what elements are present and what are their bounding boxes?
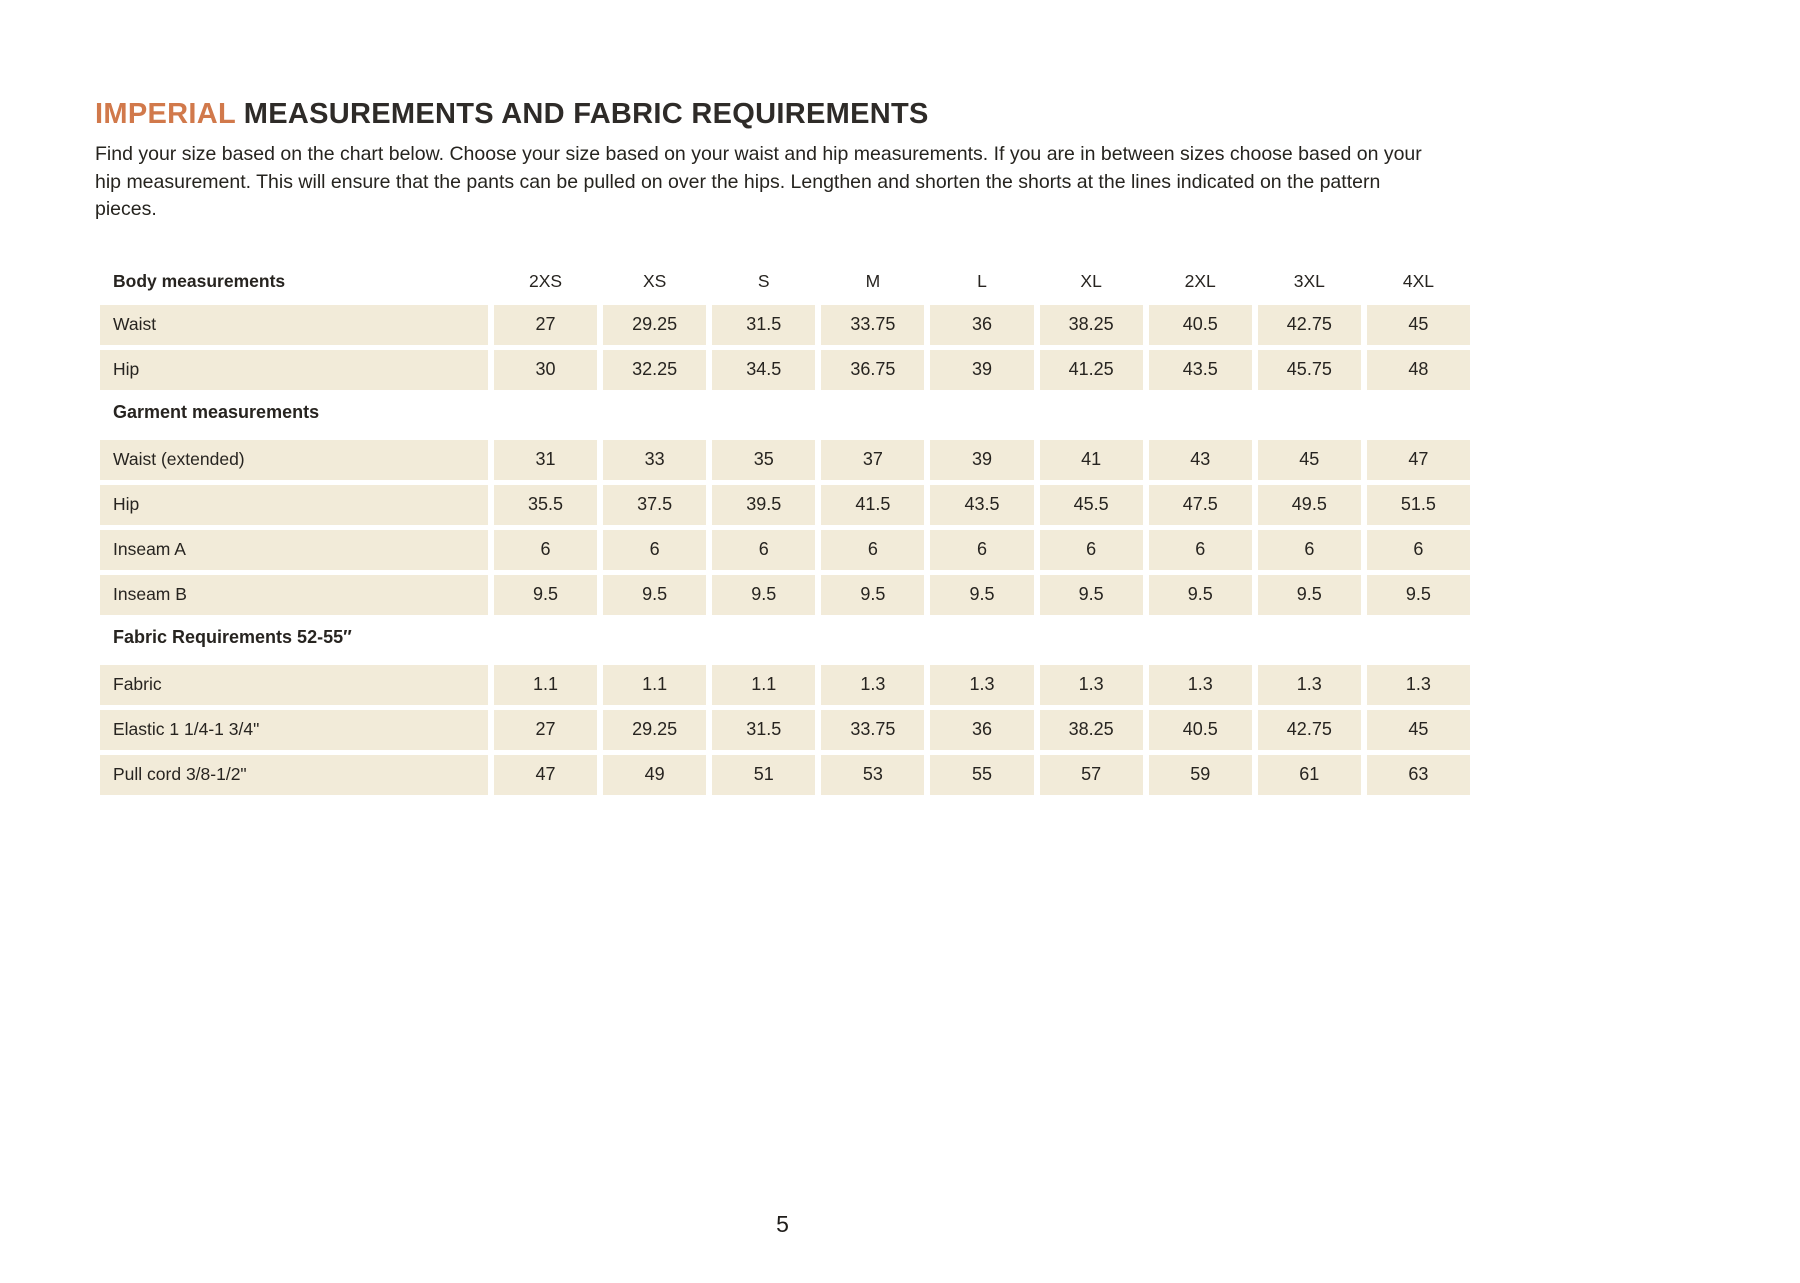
- value-cell: 1.3: [930, 665, 1033, 705]
- value-cell: 48: [1367, 350, 1470, 390]
- value-cell: 40.5: [1149, 710, 1252, 750]
- column-header-label: Body measurements: [113, 271, 286, 291]
- table-row: [100, 350, 1470, 390]
- value-cell: 51: [712, 755, 815, 795]
- size-column-header: 3XL: [1293, 271, 1325, 291]
- table-row: [100, 530, 1470, 570]
- value-cell: 31.5: [712, 710, 815, 750]
- value-cell: 59: [1149, 755, 1252, 795]
- value-cell: 9.5: [494, 575, 597, 615]
- value-cell: 61: [1258, 755, 1361, 795]
- value-cell: 45: [1367, 305, 1470, 345]
- table-header-row: [100, 266, 1470, 298]
- size-column-header: S: [757, 271, 770, 291]
- value-cell: 39.5: [712, 485, 815, 525]
- row-label: Hip: [100, 485, 488, 525]
- size-column-header: M: [865, 271, 881, 291]
- value-cell: 49: [603, 755, 706, 795]
- value-cell: 41.25: [1040, 350, 1143, 390]
- value-cell: 57: [1040, 755, 1143, 795]
- value-cell: 32.25: [603, 350, 706, 390]
- value-cell: 1.1: [603, 665, 706, 705]
- size-column-header: XL: [1080, 271, 1102, 291]
- row-label: Fabric: [100, 665, 488, 705]
- section-header: Fabric Requirements 52-55″: [113, 627, 352, 647]
- value-cell: 53: [821, 755, 924, 795]
- value-cell: 37: [821, 440, 924, 480]
- value-cell: 39: [930, 350, 1033, 390]
- size-column-header: L: [977, 271, 987, 291]
- value-cell: 36.75: [821, 350, 924, 390]
- value-cell: 6: [712, 530, 815, 570]
- value-cell: 1.3: [1149, 665, 1252, 705]
- value-cell: 6: [603, 530, 706, 570]
- value-cell: 33.75: [821, 305, 924, 345]
- row-label: Inseam A: [100, 530, 488, 570]
- value-cell: 29.25: [603, 710, 706, 750]
- value-cell: 1.3: [1258, 665, 1361, 705]
- value-cell: 47: [1367, 440, 1470, 480]
- value-cell: 63: [1367, 755, 1470, 795]
- value-cell: 39: [930, 440, 1033, 480]
- page-title-accent: IMPERIAL: [95, 98, 236, 130]
- intro-paragraph: Find your size based on the chart below. Choose your size based on your waist and hip measurements. If you are in between sizes choose based on your hip measurement. This will ensure that the pants can be pulled on over the hips. Lengthen and shorten the shorts at the lines indicated on the pattern pieces.: [95, 143, 1422, 220]
- table-row: [100, 755, 1470, 795]
- size-column-header: XS: [642, 271, 667, 291]
- value-cell: 6: [1367, 530, 1470, 570]
- value-cell: 29.25: [603, 305, 706, 345]
- value-cell: 47.5: [1149, 485, 1252, 525]
- table-row: [100, 665, 1470, 705]
- value-cell: 9.5: [1040, 575, 1143, 615]
- value-cell: 38.25: [1040, 305, 1143, 345]
- value-cell: 9.5: [603, 575, 706, 615]
- value-cell: 34.5: [712, 350, 815, 390]
- value-cell: 9.5: [712, 575, 815, 615]
- value-cell: 1.1: [494, 665, 597, 705]
- value-cell: 6: [930, 530, 1033, 570]
- value-cell: 9.5: [1367, 575, 1470, 615]
- size-column-header: 2XL: [1184, 271, 1216, 291]
- value-cell: 45.5: [1040, 485, 1143, 525]
- value-cell: 1.1: [712, 665, 815, 705]
- value-cell: 37.5: [603, 485, 706, 525]
- value-cell: 41.5: [821, 485, 924, 525]
- value-cell: 27: [494, 710, 597, 750]
- value-cell: 9.5: [1149, 575, 1252, 615]
- value-cell: 55: [930, 755, 1033, 795]
- value-cell: 36: [930, 305, 1033, 345]
- value-cell: 33: [603, 440, 706, 480]
- value-cell: 9.5: [930, 575, 1033, 615]
- value-cell: 45: [1367, 710, 1470, 750]
- value-cell: 30: [494, 350, 597, 390]
- value-cell: 43.5: [1149, 350, 1252, 390]
- value-cell: 9.5: [1258, 575, 1361, 615]
- value-cell: 42.75: [1258, 710, 1361, 750]
- value-cell: 6: [494, 530, 597, 570]
- value-cell: 35.5: [494, 485, 597, 525]
- value-cell: 45.75: [1258, 350, 1361, 390]
- page-number: 5: [776, 1211, 789, 1237]
- value-cell: 6: [1258, 530, 1361, 570]
- value-cell: 33.75: [821, 710, 924, 750]
- row-label: Waist: [100, 305, 488, 345]
- value-cell: 51.5: [1367, 485, 1470, 525]
- table-row: [100, 575, 1470, 615]
- row-label: Inseam B: [100, 575, 488, 615]
- document-page: [95, 98, 1475, 800]
- value-cell: 47: [494, 755, 597, 795]
- value-cell: 45: [1258, 440, 1361, 480]
- table-row: [100, 485, 1470, 525]
- size-table: [100, 266, 1470, 795]
- row-label: Waist (extended): [100, 440, 488, 480]
- row-label: Elastic 1 1/4-1 3/4": [100, 710, 488, 750]
- value-cell: 36: [930, 710, 1033, 750]
- value-cell: 42.75: [1258, 305, 1361, 345]
- size-column-header: 2XS: [529, 271, 563, 291]
- value-cell: 6: [1149, 530, 1252, 570]
- value-cell: 43: [1149, 440, 1252, 480]
- value-cell: 43.5: [930, 485, 1033, 525]
- size-column-header: 4XL: [1402, 271, 1434, 291]
- value-cell: 6: [1040, 530, 1143, 570]
- table-row: [100, 305, 1470, 345]
- value-cell: 1.3: [1367, 665, 1470, 705]
- value-cell: 38.25: [1040, 710, 1143, 750]
- table-row: [100, 440, 1470, 480]
- page-title-rest: MEASUREMENTS AND FABRIC REQUIREMENTS: [243, 98, 929, 130]
- value-cell: 40.5: [1149, 305, 1252, 345]
- value-cell: 1.3: [1040, 665, 1143, 705]
- row-label: Hip: [100, 350, 488, 390]
- value-cell: 9.5: [821, 575, 924, 615]
- value-cell: 35: [712, 440, 815, 480]
- value-cell: 31: [494, 440, 597, 480]
- value-cell: 27: [494, 305, 597, 345]
- value-cell: 6: [821, 530, 924, 570]
- section-header: Garment measurements: [113, 402, 320, 422]
- value-cell: 1.3: [821, 665, 924, 705]
- page-title: [95, 98, 1475, 131]
- table-row: [100, 710, 1470, 750]
- row-label: Pull cord 3/8-1/2": [100, 755, 488, 795]
- value-cell: 41: [1040, 440, 1143, 480]
- value-cell: 31.5: [712, 305, 815, 345]
- value-cell: 49.5: [1258, 485, 1361, 525]
